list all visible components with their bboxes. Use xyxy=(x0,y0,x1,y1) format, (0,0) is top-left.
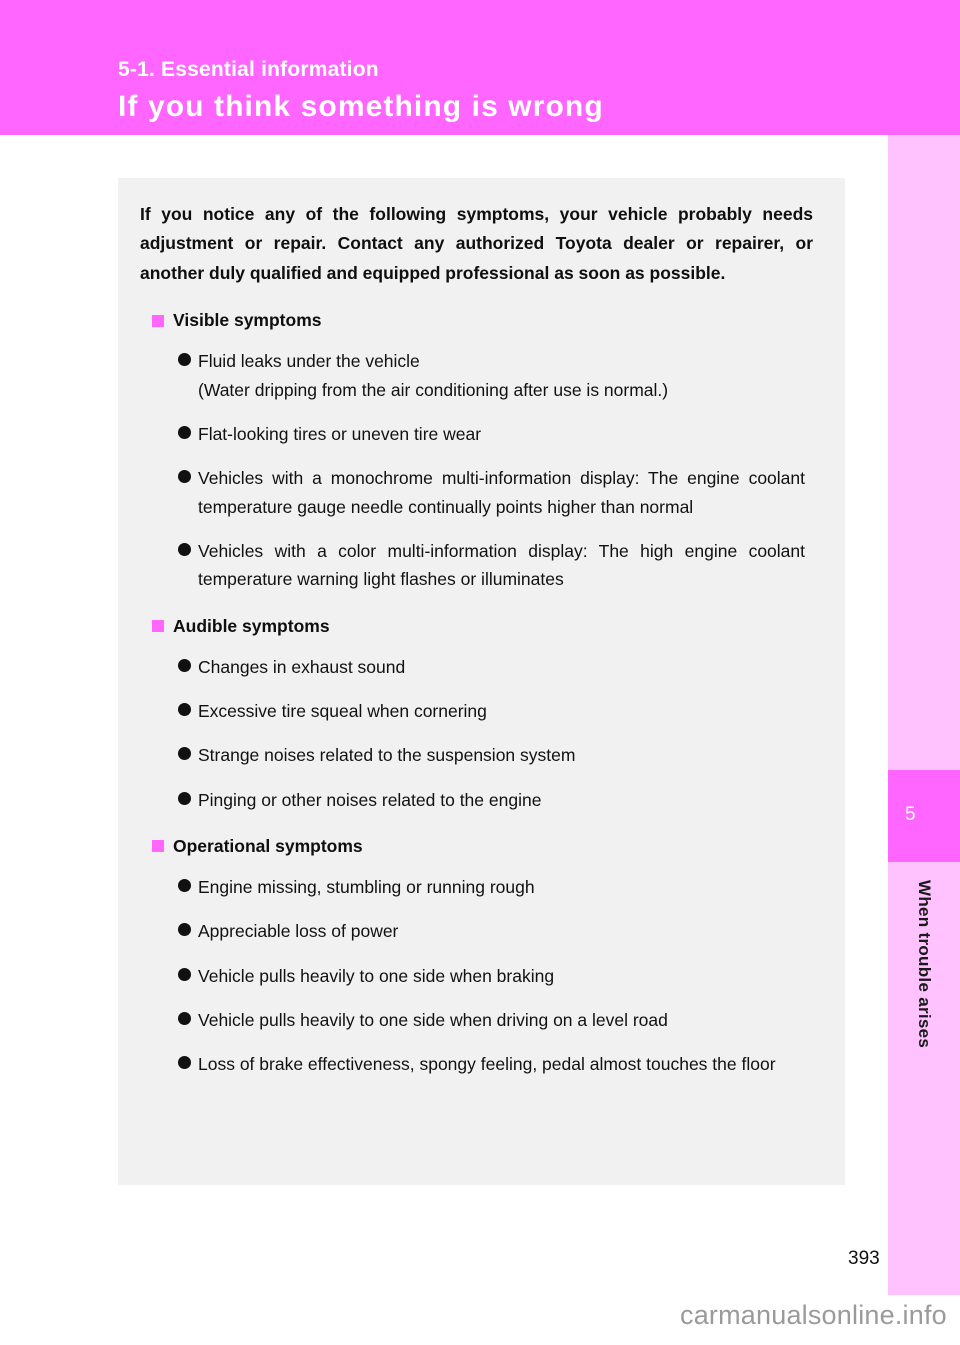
round-bullet-icon xyxy=(178,659,191,672)
symptom-group-heading-label: Operational symptoms xyxy=(173,835,363,856)
round-bullet-icon xyxy=(178,470,191,483)
round-bullet-icon xyxy=(178,747,191,760)
list-item-text-wrap xyxy=(198,786,805,814)
list-item-label: Strange noises related to the suspension system xyxy=(198,745,576,766)
list-item-text-wrap xyxy=(198,537,805,594)
round-bullet-icon xyxy=(178,703,191,716)
list-item-text-wrap xyxy=(198,697,805,725)
list-item xyxy=(178,917,819,945)
page-title: If you think something is wrong xyxy=(118,90,604,123)
list-item-label: Engine missing, stumbling or running rough xyxy=(198,876,535,897)
content-panel xyxy=(118,178,845,1185)
list-item-subtext: (Water dripping from the air conditioning after use is normal.) xyxy=(198,379,669,400)
list-item xyxy=(178,464,819,521)
symptom-list xyxy=(140,347,819,593)
list-item-text-wrap xyxy=(198,741,805,769)
symptom-group xyxy=(140,616,819,814)
chapter-name xyxy=(888,880,960,1200)
symptom-list xyxy=(140,653,819,814)
page-header-banner xyxy=(0,0,960,135)
site-watermark: carmanualsonline.info xyxy=(680,1300,947,1330)
list-item-text-wrap xyxy=(198,347,805,404)
list-item-text-wrap xyxy=(198,653,805,681)
symptom-groups xyxy=(140,310,819,1079)
symptom-group xyxy=(140,836,819,1079)
square-bullet-icon xyxy=(152,840,164,852)
symptom-group xyxy=(140,310,819,593)
list-item-text-wrap xyxy=(198,962,805,990)
symptom-group-heading-label: Audible symptoms xyxy=(173,615,330,636)
list-item xyxy=(178,873,819,901)
list-item xyxy=(178,741,819,769)
chapter-number: 5 xyxy=(905,804,916,825)
list-item-label: Vehicles with a monochrome multi-information display: The engine coolant temperature gauge needle continually points higher than normal xyxy=(198,468,805,517)
symptom-list xyxy=(140,873,819,1079)
symptom-group-heading xyxy=(152,836,819,857)
intro-paragraph: If you notice any of the following symptoms, your vehicle probably needs adjustment or repair. Contact any authorized Toyota dealer or repairer, or another duly qualified and equipped professional as soon as possible. xyxy=(140,204,813,283)
list-item-label: Excessive tire squeal when cornering xyxy=(198,700,487,721)
round-bullet-icon xyxy=(178,923,191,936)
chapter-tab xyxy=(888,770,960,862)
symptom-group-heading-label: Visible symptoms xyxy=(173,310,322,331)
list-item xyxy=(178,1006,819,1034)
list-item xyxy=(178,786,819,814)
round-bullet-icon xyxy=(178,543,191,556)
list-item-label: Pinging or other noises related to the engine xyxy=(198,789,542,810)
list-item xyxy=(178,420,819,448)
round-bullet-icon xyxy=(178,879,191,892)
round-bullet-icon xyxy=(178,1056,191,1069)
symptom-group-heading xyxy=(152,310,819,331)
round-bullet-icon xyxy=(178,968,191,981)
list-item-text-wrap xyxy=(198,420,805,448)
page-number: 393 xyxy=(848,1248,880,1269)
chapter-name-label: When trouble arises xyxy=(915,880,934,1049)
list-item-label: Changes in exhaust sound xyxy=(198,656,406,677)
list-item xyxy=(178,653,819,681)
header-section-label: 5-1. Essential information xyxy=(118,58,379,81)
square-bullet-icon xyxy=(152,315,164,327)
list-item-label: Vehicle pulls heavily to one side when braking xyxy=(198,965,555,986)
list-item-label: Appreciable loss of power xyxy=(198,921,399,942)
list-item-text-wrap xyxy=(198,464,805,521)
list-item xyxy=(178,697,819,725)
symptom-group-heading xyxy=(152,616,819,637)
list-item-text-wrap xyxy=(198,1050,805,1078)
round-bullet-icon xyxy=(178,353,191,366)
list-item-text-wrap xyxy=(198,1006,805,1034)
list-item-label: Loss of brake effectiveness, spongy feeling, pedal almost touches the floor xyxy=(198,1054,776,1075)
list-item xyxy=(178,537,819,594)
list-item-label: Vehicles with a color multi-information display: The high engine coolant temperature warning light flashes or illuminates xyxy=(198,540,805,590)
round-bullet-icon xyxy=(178,1012,191,1025)
list-item-label: Vehicle pulls heavily to one side when driving on a level road xyxy=(198,1009,668,1030)
list-item-label: Flat-looking tires or uneven tire wear xyxy=(198,423,482,444)
list-item xyxy=(178,1050,819,1078)
square-bullet-icon xyxy=(152,620,164,632)
round-bullet-icon xyxy=(178,426,191,439)
list-item-text-wrap xyxy=(198,873,805,901)
list-item-text-wrap xyxy=(198,917,805,945)
list-item-label: Fluid leaks under the vehicle xyxy=(198,351,420,372)
list-item xyxy=(178,347,819,404)
round-bullet-icon xyxy=(178,792,191,805)
list-item xyxy=(178,962,819,990)
